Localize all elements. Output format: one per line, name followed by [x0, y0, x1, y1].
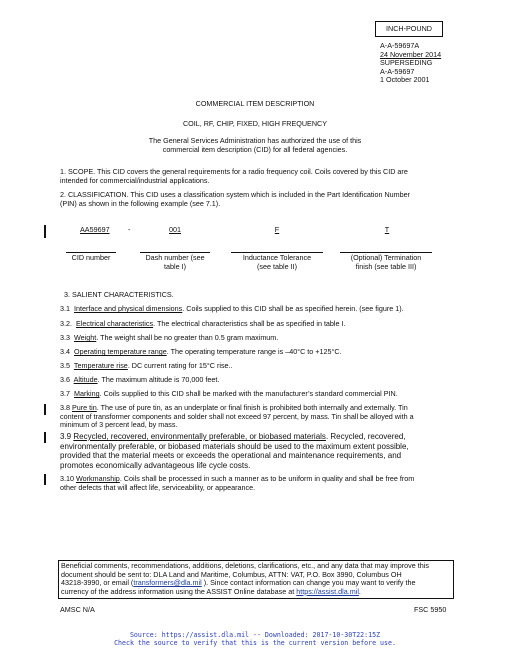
inch-pound-badge: INCH-POUND	[375, 21, 443, 37]
para-title: Electrical characteristics	[76, 319, 154, 328]
para-text-line-4: promotes economically advantageous life cycle costs.	[60, 460, 251, 470]
classification-line-1: 2. CLASSIFICATION. This CID uses a classification system which is included in the Part Identification Number	[60, 190, 411, 199]
pin-dash-number: 001	[169, 225, 181, 234]
para-3-5	[60, 362, 233, 371]
pin-label-dash-line-2: table I)	[164, 261, 186, 271]
comments-line-1: Beneficial comments, recommendations, additions, deletions, clarifications, etc., and any data that may improve this	[61, 561, 429, 570]
para-title: Interface and physical dimensions	[74, 304, 183, 313]
para-number: 3.9	[60, 432, 72, 441]
para-number: 3.8	[60, 403, 70, 412]
source-stamp-line-2: Check the source to verify that this is the current version before use.	[114, 639, 396, 647]
classification-paragraph	[60, 191, 410, 208]
para-number: 3.4	[60, 347, 70, 356]
pin-label-dash-line-1: Dash number (see	[145, 253, 205, 262]
para-number: 3.2.	[60, 319, 72, 328]
para-text: . The electrical characteristics shall be as specified in table I.	[153, 319, 346, 328]
change-bar	[44, 225, 46, 238]
para-text: . The operating temperature range is –40°C to +125°C.	[166, 347, 342, 356]
para-3-4	[60, 348, 342, 357]
change-bar	[44, 474, 46, 485]
source-stamp-line-1: Source: https://assist.dla.mil -- Downloaded: 2017-10-30T22:15Z	[129, 631, 381, 639]
para-3-9	[60, 432, 409, 470]
pin-label-dash	[134, 254, 216, 271]
pin-label-termination-line-2: finish (see table III)	[355, 261, 417, 271]
pin-termination-code: T	[384, 225, 390, 234]
scope-line-1: 1. SCOPE. This CID covers the general requirements for a radio frequency coil. Coils covered by this CID are	[60, 167, 408, 176]
change-bar	[44, 404, 46, 415]
doc-date: 24 November 2014	[380, 49, 442, 59]
salient-heading: 3. SALIENT CHARACTERISTICS.	[64, 290, 174, 299]
para-text: . Coils supplied to this CID shall be marked with the manufacturer’s standard commercial PIN.	[99, 389, 398, 398]
para-text-line-3: minimum of 3 percent lead, by mass.	[60, 420, 178, 430]
gsa-line-1: The General Services Administration has authorized the use of this	[148, 136, 362, 145]
para-text-line-2: other defects that will affect life, serviceability, or appearance.	[60, 482, 256, 492]
para-number: 3.10	[60, 474, 74, 483]
pin-label-termination	[333, 254, 439, 271]
para-text: . The maximum altitude is 70,000 feet.	[97, 375, 220, 384]
pin-label-tolerance-line-1: Inductance Tolerance	[242, 253, 312, 262]
para-3-2	[60, 320, 346, 329]
para-3-6	[60, 376, 219, 385]
para-text-line-3: provided that the material meets or exceeds the operational and maintenance requirements, and	[60, 451, 402, 461]
pin-cid-number: AA59697	[80, 225, 110, 234]
para-3-1	[60, 305, 404, 314]
gsa-line-2: commercial item description (CID) for all federal agencies.	[162, 144, 348, 154]
para-number: 3.6	[60, 375, 70, 384]
para-number: 3.7	[60, 389, 70, 398]
pin-tolerance-code: F	[274, 225, 280, 234]
para-3-3	[60, 334, 278, 343]
classification-line-2: (PIN) as shown in the following example (see 7.1).	[60, 198, 221, 208]
comments-box	[58, 560, 454, 599]
para-number: 3.1	[60, 304, 70, 313]
para-text-line-2: environmentally preferable, or biobased materials should be used to the maximum extent possible,	[60, 441, 409, 451]
para-title: Weight	[74, 333, 97, 342]
para-3-8	[60, 404, 414, 430]
para-text: . The weight shall be no greater than 0.5 gram maximum.	[96, 333, 279, 342]
para-title: Altitude	[73, 375, 98, 384]
amsc-label: AMSC N/A	[60, 605, 95, 614]
comments-text: 43218-3990, or email (	[61, 578, 134, 588]
fsc-label: FSC 5950	[414, 605, 447, 614]
para-text-line-2: content of transformer components and solder shall not exceed 97 percent, by mass. Tin shall be alloyed with a	[60, 411, 414, 421]
scope-paragraph	[60, 168, 408, 185]
para-3-10	[60, 475, 414, 492]
comments-text: .	[358, 586, 361, 596]
comments-text: currency of the address information using the ASSIST Online database at	[61, 586, 297, 596]
comments-line-2: document should be sent to: DLA Land and Maritime, Columbus, ATTN: VAT, P.O. Box 3990, Columbus OH	[61, 569, 402, 579]
pin-label-termination-line-1: (Optional) Termination	[350, 253, 422, 262]
para-title: Recycled, recovered, environmentally preferable, or biobased materials	[73, 432, 326, 441]
para-text: . Coils shall be processed in such a manner as to be uniform in quality and shall be free from	[119, 474, 415, 483]
para-title: Pure tin	[72, 403, 97, 412]
email-link[interactable]: transformers@dla.mil	[133, 578, 202, 588]
pin-separator: -	[128, 225, 131, 234]
para-number: 3.3	[60, 333, 70, 342]
superseding-label: SUPERSEDING	[380, 58, 433, 68]
document-id-block	[380, 42, 441, 85]
pin-label-tolerance	[224, 254, 330, 271]
document-subtitle: COIL, RF, CHIP, FIXED, HIGH FREQUENCY	[182, 119, 328, 128]
para-number: 3.5	[60, 361, 70, 370]
pin-label-cid-text: CID number	[71, 253, 111, 262]
comments-text: ). Since contact information can change you may want to verify the	[201, 578, 416, 588]
para-title: Workmanship	[76, 474, 120, 483]
para-3-7	[60, 390, 398, 399]
para-text: . Recycled, recovered,	[325, 432, 406, 441]
doc-number: A-A-59697A	[380, 41, 420, 50]
change-bar	[44, 432, 46, 443]
gsa-authorization	[0, 137, 510, 154]
source-stamp	[0, 631, 510, 647]
para-title: Marking	[74, 389, 100, 398]
superseded-doc-date: 1 October 2001	[380, 75, 430, 85]
para-title: Temperature rise	[73, 361, 128, 370]
scope-line-2: intended for commercial/industrial applications.	[60, 175, 210, 185]
assist-link[interactable]: https://assist.dla.mil	[296, 586, 359, 596]
superseded-doc-number: A-A-59697	[380, 66, 415, 76]
pin-label-tolerance-line-2: (see table II)	[257, 261, 297, 271]
document-title: COMMERCIAL ITEM DESCRIPTION	[195, 99, 315, 108]
para-text: . The use of pure tin, as an underplate or final finish is prohibited both internally and externally. Tin	[96, 403, 408, 412]
pin-label-cid	[56, 254, 126, 263]
para-text: . DC current rating for 15°C rise..	[127, 361, 233, 370]
para-text: . Coils supplied to this CID shall be as specified herein. (see figure 1).	[182, 304, 404, 313]
para-title: Operating temperature range	[74, 347, 167, 356]
comments-line-4	[61, 588, 451, 597]
